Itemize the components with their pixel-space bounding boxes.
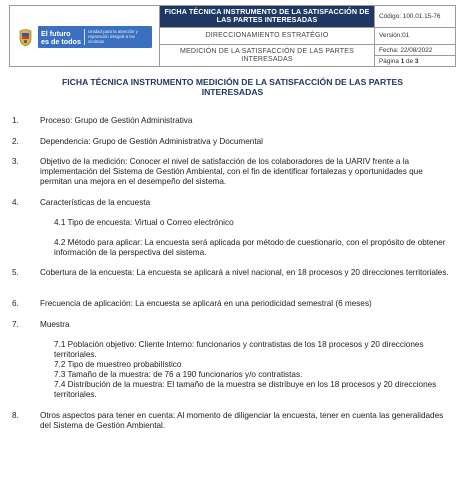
document-title: FICHA TÉCNICA INSTRUMENTO MEDICIÓN DE LA SATISFACCIÓN DE LAS PARTES INTERESADAS [62,77,403,98]
list-item: 5. Cobertura de la encuesta: La encuesta se aplicará a nivel nacional, en 18 procesos y 20 direcciones territoriales. [12,268,449,277]
list-item: 7. Muestra [12,320,70,329]
doc-date: Fecha: 22/08/2022 [375,44,455,55]
subsection-7-4: 7.4 Distribución de la muestra: El tamaño de la muestra se distribuye en los 18 procesos y 20 direcciones territoriales. [54,380,437,399]
list-item: 1. Proceso: Grupo de Gestión Administrativa [12,116,193,125]
header-process: DIRECCIONAMIENTO ESTRATÉGIO [160,27,374,44]
logo-tagline: Unidad para la atención y reparación integral a las víctimas [88,29,138,44]
coat-of-arms-icon [18,28,33,47]
header-subtitle: MEDICIÓN DE LA SATISFACCIÓN DE LAS PARTES INTERESADAS [160,44,374,66]
doc-code: Código: 100.01.15-76 [379,13,441,20]
list-item: 6. Frecuencia de aplicación: La encuesta se aplicará en una periodicidad semestral (6 meses) [12,299,372,308]
list-item: 2. Dependencia: Grupo de Gestión Administrativa y Documental [12,137,264,146]
logo-line2: es de todos [41,36,81,46]
subsection-4-2: 4.2 Método para aplicar: La encuesta será aplicada por método de cuestionario, con el propósito de obtener información de la perspectiva del sistema. [54,238,446,257]
header-title: FICHA TÉCNICA INSTRUMENTO DE LA SATISFACCIÓN DE LAS PARTES INTERESADAS [160,6,374,27]
subsection-7-1: 7.1 Población objetivo: Cliente Interno: funcionarios y contratistas de los 18 procesos y 20 direcciones territoriales. [54,340,424,359]
page-indicator: Página 1 de 3 [375,55,455,66]
logo-line1: El futuro [41,29,71,38]
document-header [9,5,456,67]
brand-logo [38,26,152,48]
subsection-7-2: 7.2 Tipo de muestreo probabilístico [54,360,182,369]
list-item: 8. Otros aspectos para tener en cuenta: Al momento de diligenciar la encuesta, tener en cuenta las generalidades del Sistema de Gestión Ambiental. [12,411,444,430]
subsection-4-1: 4.1 Tipo de encuesta: Virtual o Correo electrónico [54,218,234,227]
list-item: 4. Características de la encuesta [12,198,151,207]
subsection-7-3: 7.3 Tamaño de la muestra: de 76 a 190 funcionarios y/o contratistas. [54,370,303,379]
logo-cell [10,6,160,66]
list-item: 3. Objetivo de la medición: Conocer el nivel de satisfacción de los colaboradores de la UARIV frente a la implementación del Sistema de Gestión Ambiental, con el fin de identificar fortalezas y oportunidades que permitan una mejora en el desempeño del sistema. [12,157,423,186]
doc-version: Versión:01 [375,27,455,44]
